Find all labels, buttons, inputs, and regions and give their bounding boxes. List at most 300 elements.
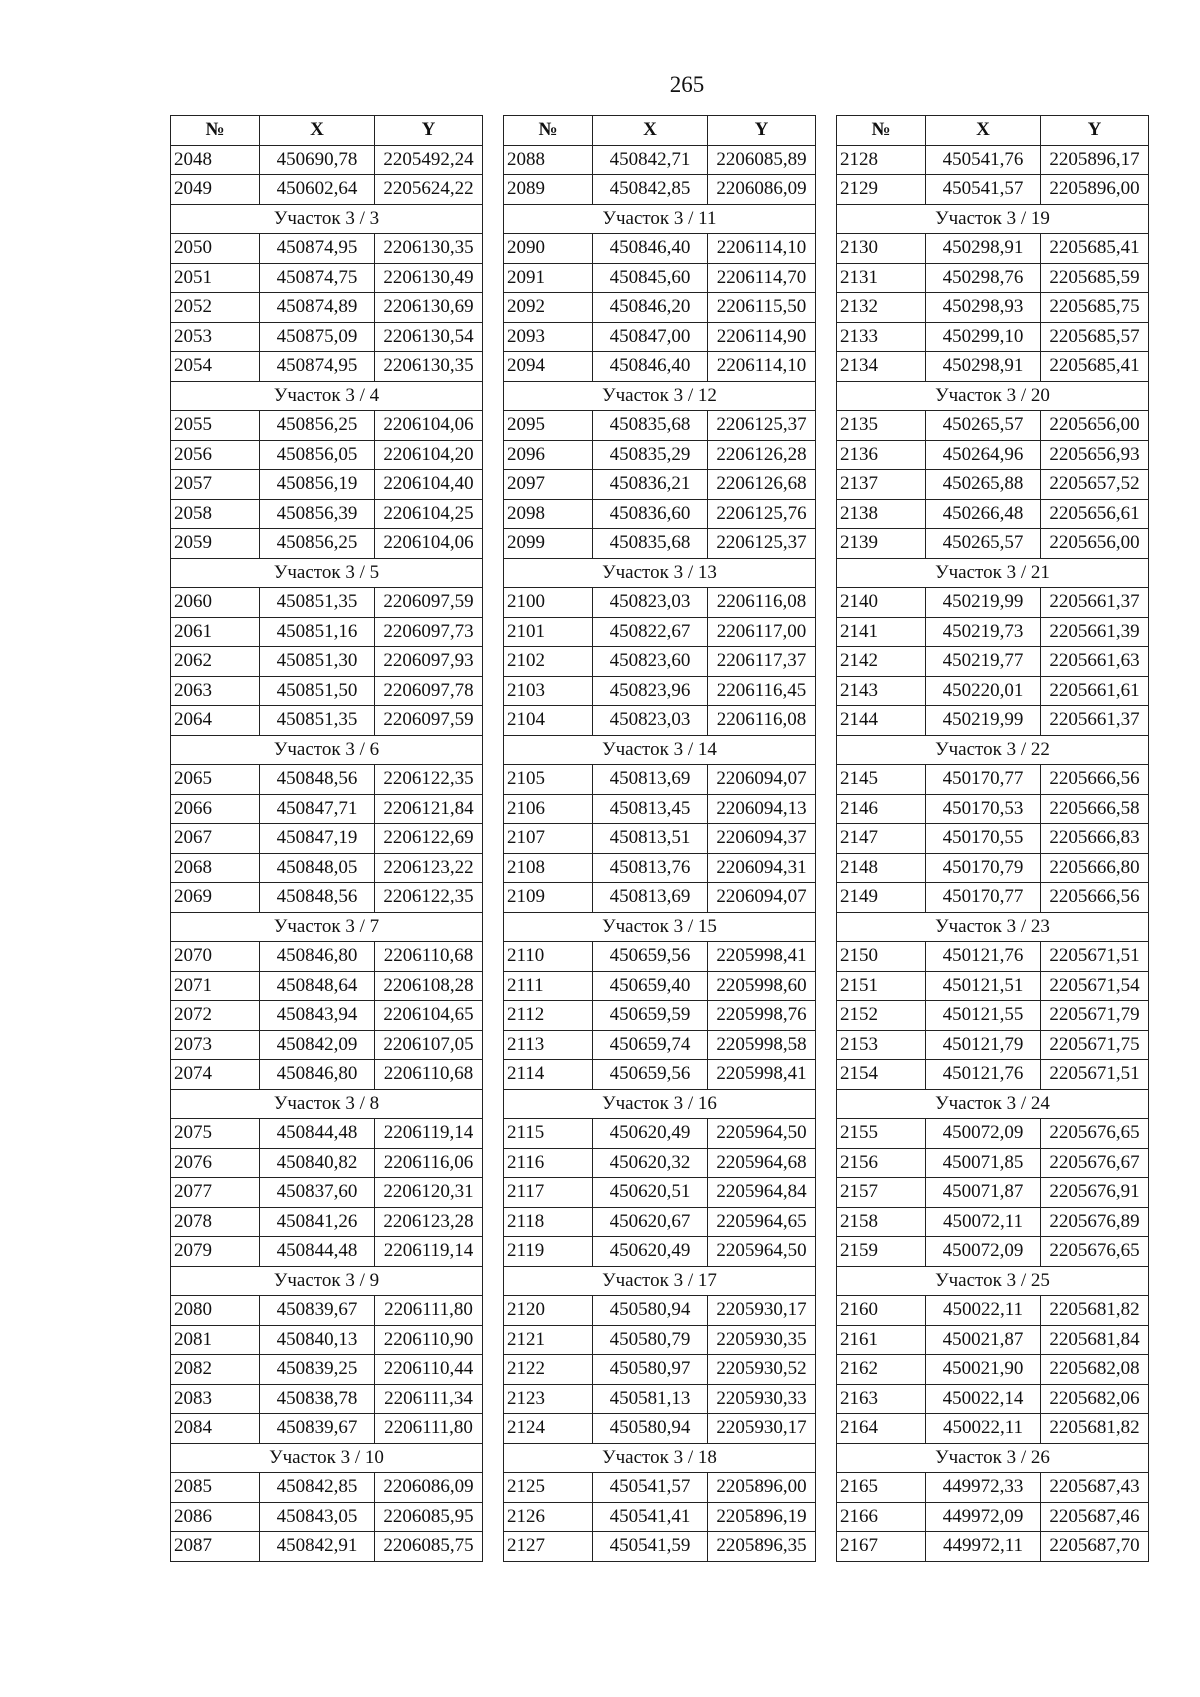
- y-coordinate: 2206107,05: [375, 1030, 483, 1060]
- section-heading-row: [171, 1266, 483, 1296]
- point-number: 2091: [504, 263, 593, 293]
- x-coordinate: 450581,13: [593, 1384, 708, 1414]
- section-heading: Участок 3 / 4: [171, 381, 483, 411]
- table-row: [504, 883, 816, 913]
- y-coordinate: 2205657,52: [1041, 470, 1149, 500]
- y-coordinate: 2206120,31: [375, 1178, 483, 1208]
- point-number: 2066: [171, 794, 260, 824]
- point-number: 2061: [171, 617, 260, 647]
- point-number: 2095: [504, 411, 593, 441]
- x-coordinate: 450265,57: [926, 529, 1041, 559]
- point-number: 2101: [504, 617, 593, 647]
- y-coordinate: 2205656,93: [1041, 440, 1149, 470]
- x-coordinate: 450022,11: [926, 1414, 1041, 1444]
- x-coordinate: 450823,03: [593, 588, 708, 618]
- y-coordinate: 2206114,90: [708, 322, 816, 352]
- y-coordinate: 2205671,54: [1041, 971, 1149, 1001]
- x-coordinate: 450071,87: [926, 1178, 1041, 1208]
- x-coordinate: 450580,79: [593, 1325, 708, 1355]
- point-number: 2131: [837, 263, 926, 293]
- table-row: [504, 1237, 816, 1267]
- section-heading: Участок 3 / 10: [171, 1443, 483, 1473]
- table-row: [171, 175, 483, 205]
- section-heading-row: [171, 1443, 483, 1473]
- x-coordinate: 450022,11: [926, 1296, 1041, 1326]
- point-number: 2090: [504, 234, 593, 264]
- point-number: 2161: [837, 1325, 926, 1355]
- table-row: [171, 1502, 483, 1532]
- y-coordinate: 2205661,63: [1041, 647, 1149, 677]
- point-number: 2072: [171, 1001, 260, 1031]
- table-row: [171, 1178, 483, 1208]
- point-number: 2150: [837, 942, 926, 972]
- table-row: [171, 263, 483, 293]
- table-row: [837, 440, 1149, 470]
- y-coordinate: 2205896,35: [708, 1532, 816, 1562]
- table-row: [171, 853, 483, 883]
- table-row: [504, 1207, 816, 1237]
- y-coordinate: 2206097,78: [375, 676, 483, 706]
- point-number: 2146: [837, 794, 926, 824]
- y-coordinate: 2205930,17: [708, 1414, 816, 1444]
- table-row: [171, 1473, 483, 1503]
- point-number: 2157: [837, 1178, 926, 1208]
- table-row: [171, 1001, 483, 1031]
- y-coordinate: 2206130,69: [375, 293, 483, 323]
- section-heading-row: [171, 381, 483, 411]
- y-coordinate: 2205964,65: [708, 1207, 816, 1237]
- x-coordinate: 450823,96: [593, 676, 708, 706]
- x-coordinate: 450264,96: [926, 440, 1041, 470]
- point-number: 2089: [504, 175, 593, 205]
- table-row: [171, 883, 483, 913]
- x-coordinate: 450842,85: [593, 175, 708, 205]
- point-number: 2088: [504, 145, 593, 175]
- point-number: 2165: [837, 1473, 926, 1503]
- table-row: [504, 1060, 816, 1090]
- y-coordinate: 2206097,73: [375, 617, 483, 647]
- point-number: 2050: [171, 234, 260, 264]
- x-coordinate: 450541,41: [593, 1502, 708, 1532]
- point-number: 2049: [171, 175, 260, 205]
- table-row: [504, 145, 816, 175]
- point-number: 2128: [837, 145, 926, 175]
- x-coordinate: 450813,51: [593, 824, 708, 854]
- table-row: [504, 1148, 816, 1178]
- section-heading: Участок 3 / 17: [504, 1266, 816, 1296]
- y-coordinate: 2206130,35: [375, 234, 483, 264]
- x-coordinate: 450822,67: [593, 617, 708, 647]
- point-number: 2142: [837, 647, 926, 677]
- header-y: Y: [1041, 116, 1149, 146]
- point-number: 2143: [837, 676, 926, 706]
- x-coordinate: 450846,40: [593, 234, 708, 264]
- y-coordinate: 2205687,70: [1041, 1532, 1149, 1562]
- x-coordinate: 450170,77: [926, 883, 1041, 913]
- x-coordinate: 450848,56: [260, 883, 375, 913]
- x-coordinate: 450620,49: [593, 1119, 708, 1149]
- x-coordinate: 450121,51: [926, 971, 1041, 1001]
- section-heading: Участок 3 / 24: [837, 1089, 1149, 1119]
- y-coordinate: 2205896,17: [1041, 145, 1149, 175]
- section-heading-row: [171, 558, 483, 588]
- x-coordinate: 450219,73: [926, 617, 1041, 647]
- point-number: 2153: [837, 1030, 926, 1060]
- y-coordinate: 2206104,06: [375, 529, 483, 559]
- x-coordinate: 450837,60: [260, 1178, 375, 1208]
- section-heading: Участок 3 / 12: [504, 381, 816, 411]
- section-heading-row: [504, 1089, 816, 1119]
- point-number: 2059: [171, 529, 260, 559]
- y-coordinate: 2206111,80: [375, 1414, 483, 1444]
- table-row: [837, 647, 1149, 677]
- x-coordinate: 450813,45: [593, 794, 708, 824]
- y-coordinate: 2206097,59: [375, 706, 483, 736]
- y-coordinate: 2206110,44: [375, 1355, 483, 1385]
- y-coordinate: 2205998,60: [708, 971, 816, 1001]
- point-number: 2108: [504, 853, 593, 883]
- table-row: [837, 234, 1149, 264]
- table-row: [171, 411, 483, 441]
- x-coordinate: 450856,25: [260, 411, 375, 441]
- x-coordinate: 450072,09: [926, 1237, 1041, 1267]
- table-row: [837, 617, 1149, 647]
- section-heading: Участок 3 / 8: [171, 1089, 483, 1119]
- point-number: 2135: [837, 411, 926, 441]
- x-coordinate: 450839,25: [260, 1355, 375, 1385]
- table-row: [504, 1119, 816, 1149]
- y-coordinate: 2206116,08: [708, 706, 816, 736]
- x-coordinate: 450541,59: [593, 1532, 708, 1562]
- point-number: 2057: [171, 470, 260, 500]
- section-heading-row: [837, 1089, 1149, 1119]
- point-number: 2106: [504, 794, 593, 824]
- x-coordinate: 450265,57: [926, 411, 1041, 441]
- y-coordinate: 2205671,51: [1041, 942, 1149, 972]
- point-number: 2112: [504, 1001, 593, 1031]
- section-heading-row: [504, 912, 816, 942]
- table-row: [171, 971, 483, 1001]
- x-coordinate: 450847,19: [260, 824, 375, 854]
- table-row: [837, 1502, 1149, 1532]
- table-row: [171, 588, 483, 618]
- table-row: [171, 942, 483, 972]
- point-number: 2118: [504, 1207, 593, 1237]
- point-number: 2097: [504, 470, 593, 500]
- x-coordinate: 450620,32: [593, 1148, 708, 1178]
- y-coordinate: 2206108,28: [375, 971, 483, 1001]
- point-number: 2100: [504, 588, 593, 618]
- y-coordinate: 2205998,41: [708, 1060, 816, 1090]
- y-coordinate: 2206097,59: [375, 588, 483, 618]
- section-heading-row: [837, 1443, 1149, 1473]
- point-number: 2130: [837, 234, 926, 264]
- y-coordinate: 2205656,00: [1041, 529, 1149, 559]
- section-heading-row: [504, 204, 816, 234]
- x-coordinate: 450856,05: [260, 440, 375, 470]
- y-coordinate: 2205661,39: [1041, 617, 1149, 647]
- point-number: 2122: [504, 1355, 593, 1385]
- point-number: 2162: [837, 1355, 926, 1385]
- point-number: 2087: [171, 1532, 260, 1562]
- section-heading-row: [504, 381, 816, 411]
- table-row: [837, 1001, 1149, 1031]
- point-number: 2152: [837, 1001, 926, 1031]
- point-number: 2140: [837, 588, 926, 618]
- section-heading-row: [837, 204, 1149, 234]
- table-row: [837, 853, 1149, 883]
- x-coordinate: 450266,48: [926, 499, 1041, 529]
- table-row: [504, 794, 816, 824]
- x-coordinate: 450021,87: [926, 1325, 1041, 1355]
- y-coordinate: 2205671,51: [1041, 1060, 1149, 1090]
- y-coordinate: 2206110,68: [375, 942, 483, 972]
- x-coordinate: 450844,48: [260, 1119, 375, 1149]
- x-coordinate: 450823,03: [593, 706, 708, 736]
- section-heading: Участок 3 / 7: [171, 912, 483, 942]
- x-coordinate: 450874,95: [260, 234, 375, 264]
- table-row: [837, 145, 1149, 175]
- y-coordinate: 2206119,14: [375, 1119, 483, 1149]
- x-coordinate: 449972,09: [926, 1502, 1041, 1532]
- y-coordinate: 2205685,75: [1041, 293, 1149, 323]
- y-coordinate: 2206116,45: [708, 676, 816, 706]
- table-row: [837, 1060, 1149, 1090]
- point-number: 2121: [504, 1325, 593, 1355]
- point-number: 2123: [504, 1384, 593, 1414]
- x-coordinate: 450839,67: [260, 1414, 375, 1444]
- point-number: 2062: [171, 647, 260, 677]
- point-number: 2092: [504, 293, 593, 323]
- x-coordinate: 450298,76: [926, 263, 1041, 293]
- y-coordinate: 2206125,37: [708, 529, 816, 559]
- table-row: [171, 322, 483, 352]
- y-coordinate: 2205656,00: [1041, 411, 1149, 441]
- point-number: 2145: [837, 765, 926, 795]
- point-number: 2126: [504, 1502, 593, 1532]
- y-coordinate: 2205930,33: [708, 1384, 816, 1414]
- table-row: [171, 529, 483, 559]
- table-row: [837, 263, 1149, 293]
- table-row: [504, 499, 816, 529]
- y-coordinate: 2206104,40: [375, 470, 483, 500]
- section-heading-row: [837, 558, 1149, 588]
- table-row: [504, 853, 816, 883]
- x-coordinate: 450813,69: [593, 883, 708, 913]
- section-heading-row: [171, 204, 483, 234]
- x-coordinate: 450813,69: [593, 765, 708, 795]
- point-number: 2102: [504, 647, 593, 677]
- table-row: [837, 676, 1149, 706]
- x-coordinate: 450220,01: [926, 676, 1041, 706]
- table-row: [504, 293, 816, 323]
- table-row: [171, 794, 483, 824]
- section-heading: Участок 3 / 3: [171, 204, 483, 234]
- point-number: 2125: [504, 1473, 593, 1503]
- x-coordinate: 450690,78: [260, 145, 375, 175]
- x-coordinate: 450541,57: [926, 175, 1041, 205]
- point-number: 2167: [837, 1532, 926, 1562]
- y-coordinate: 2205998,58: [708, 1030, 816, 1060]
- table-row: [504, 1001, 816, 1031]
- point-number: 2083: [171, 1384, 260, 1414]
- point-number: 2110: [504, 942, 593, 972]
- y-coordinate: 2205681,82: [1041, 1414, 1149, 1444]
- point-number: 2064: [171, 706, 260, 736]
- y-coordinate: 2205998,41: [708, 942, 816, 972]
- x-coordinate: 450823,60: [593, 647, 708, 677]
- table-row: [171, 1355, 483, 1385]
- table-row: [504, 1030, 816, 1060]
- x-coordinate: 450298,91: [926, 352, 1041, 382]
- point-number: 2139: [837, 529, 926, 559]
- x-coordinate: 450580,94: [593, 1414, 708, 1444]
- table-row: [837, 1414, 1149, 1444]
- table-row: [504, 175, 816, 205]
- point-number: 2082: [171, 1355, 260, 1385]
- table-row: [837, 1178, 1149, 1208]
- table-row: [837, 588, 1149, 618]
- y-coordinate: 2206116,08: [708, 588, 816, 618]
- x-coordinate: 450875,09: [260, 322, 375, 352]
- x-coordinate: 450842,71: [593, 145, 708, 175]
- point-number: 2067: [171, 824, 260, 854]
- x-coordinate: 450851,50: [260, 676, 375, 706]
- x-coordinate: 450846,80: [260, 1060, 375, 1090]
- x-coordinate: 450848,64: [260, 971, 375, 1001]
- point-number: 2052: [171, 293, 260, 323]
- point-number: 2144: [837, 706, 926, 736]
- x-coordinate: 450848,05: [260, 853, 375, 883]
- table-row: [504, 352, 816, 382]
- point-number: 2084: [171, 1414, 260, 1444]
- y-coordinate: 2205964,68: [708, 1148, 816, 1178]
- point-number: 2075: [171, 1119, 260, 1149]
- y-coordinate: 2206123,28: [375, 1207, 483, 1237]
- table-row: [837, 1384, 1149, 1414]
- table-row: [171, 352, 483, 382]
- header-x: X: [926, 116, 1041, 146]
- table-row: [504, 824, 816, 854]
- point-number: 2107: [504, 824, 593, 854]
- y-coordinate: 2205685,41: [1041, 234, 1149, 264]
- x-coordinate: 450121,76: [926, 1060, 1041, 1090]
- x-coordinate: 450835,68: [593, 411, 708, 441]
- table-row: [504, 529, 816, 559]
- section-heading: Участок 3 / 19: [837, 204, 1149, 234]
- table-row: [837, 499, 1149, 529]
- x-coordinate: 450835,68: [593, 529, 708, 559]
- point-number: 2133: [837, 322, 926, 352]
- y-coordinate: 2206119,14: [375, 1237, 483, 1267]
- y-coordinate: 2206130,54: [375, 322, 483, 352]
- y-coordinate: 2205666,58: [1041, 794, 1149, 824]
- point-number: 2117: [504, 1178, 593, 1208]
- point-number: 2086: [171, 1502, 260, 1532]
- point-number: 2071: [171, 971, 260, 1001]
- y-coordinate: 2205930,17: [708, 1296, 816, 1326]
- point-number: 2077: [171, 1178, 260, 1208]
- point-number: 2069: [171, 883, 260, 913]
- x-coordinate: 450541,76: [926, 145, 1041, 175]
- table-row: [504, 765, 816, 795]
- header-y: Y: [708, 116, 816, 146]
- point-number: 2159: [837, 1237, 926, 1267]
- coordinates-table-3: [836, 115, 1149, 1562]
- section-heading: Участок 3 / 15: [504, 912, 816, 942]
- y-coordinate: 2206094,07: [708, 883, 816, 913]
- point-number: 2105: [504, 765, 593, 795]
- point-number: 2124: [504, 1414, 593, 1444]
- x-coordinate: 450022,14: [926, 1384, 1041, 1414]
- y-coordinate: 2206085,75: [375, 1532, 483, 1562]
- y-coordinate: 2205661,61: [1041, 676, 1149, 706]
- x-coordinate: 450843,05: [260, 1502, 375, 1532]
- x-coordinate: 450874,89: [260, 293, 375, 323]
- section-heading-row: [837, 912, 1149, 942]
- point-number: 2115: [504, 1119, 593, 1149]
- x-coordinate: 450121,79: [926, 1030, 1041, 1060]
- table-row: [171, 1060, 483, 1090]
- section-heading-row: [837, 1266, 1149, 1296]
- y-coordinate: 2205685,59: [1041, 263, 1149, 293]
- page-number: 265: [669, 72, 705, 97]
- point-number: 2129: [837, 175, 926, 205]
- point-number: 2099: [504, 529, 593, 559]
- section-heading: Участок 3 / 14: [504, 735, 816, 765]
- x-coordinate: 450580,97: [593, 1355, 708, 1385]
- x-coordinate: 450846,40: [593, 352, 708, 382]
- x-coordinate: 450072,09: [926, 1119, 1041, 1149]
- x-coordinate: 450620,51: [593, 1178, 708, 1208]
- y-coordinate: 2206122,35: [375, 765, 483, 795]
- point-number: 2141: [837, 617, 926, 647]
- point-number: 2070: [171, 942, 260, 972]
- y-coordinate: 2206117,00: [708, 617, 816, 647]
- table-row: [837, 470, 1149, 500]
- table-row: [837, 1030, 1149, 1060]
- point-number: 2063: [171, 676, 260, 706]
- table-row: [504, 1178, 816, 1208]
- table-row: [171, 824, 483, 854]
- table-header-row: [837, 116, 1149, 146]
- x-coordinate: 450170,77: [926, 765, 1041, 795]
- point-number: 2109: [504, 883, 593, 913]
- point-number: 2116: [504, 1148, 593, 1178]
- x-coordinate: 450813,76: [593, 853, 708, 883]
- x-coordinate: 450847,00: [593, 322, 708, 352]
- table-row: [504, 322, 816, 352]
- section-heading: Участок 3 / 26: [837, 1443, 1149, 1473]
- x-coordinate: 450851,16: [260, 617, 375, 647]
- table-row: [171, 1148, 483, 1178]
- table-row: [171, 145, 483, 175]
- table-row: [504, 971, 816, 1001]
- table-row: [837, 1148, 1149, 1178]
- x-coordinate: 450851,35: [260, 706, 375, 736]
- x-coordinate: 450842,09: [260, 1030, 375, 1060]
- y-coordinate: 2205896,00: [708, 1473, 816, 1503]
- point-number: 2081: [171, 1325, 260, 1355]
- section-heading: Участок 3 / 20: [837, 381, 1149, 411]
- table-header-row: [504, 116, 816, 146]
- x-coordinate: 450848,56: [260, 765, 375, 795]
- y-coordinate: 2205687,46: [1041, 1502, 1149, 1532]
- table-row: [504, 1296, 816, 1326]
- table-row: [504, 1355, 816, 1385]
- section-heading: Участок 3 / 18: [504, 1443, 816, 1473]
- table-row: [171, 1384, 483, 1414]
